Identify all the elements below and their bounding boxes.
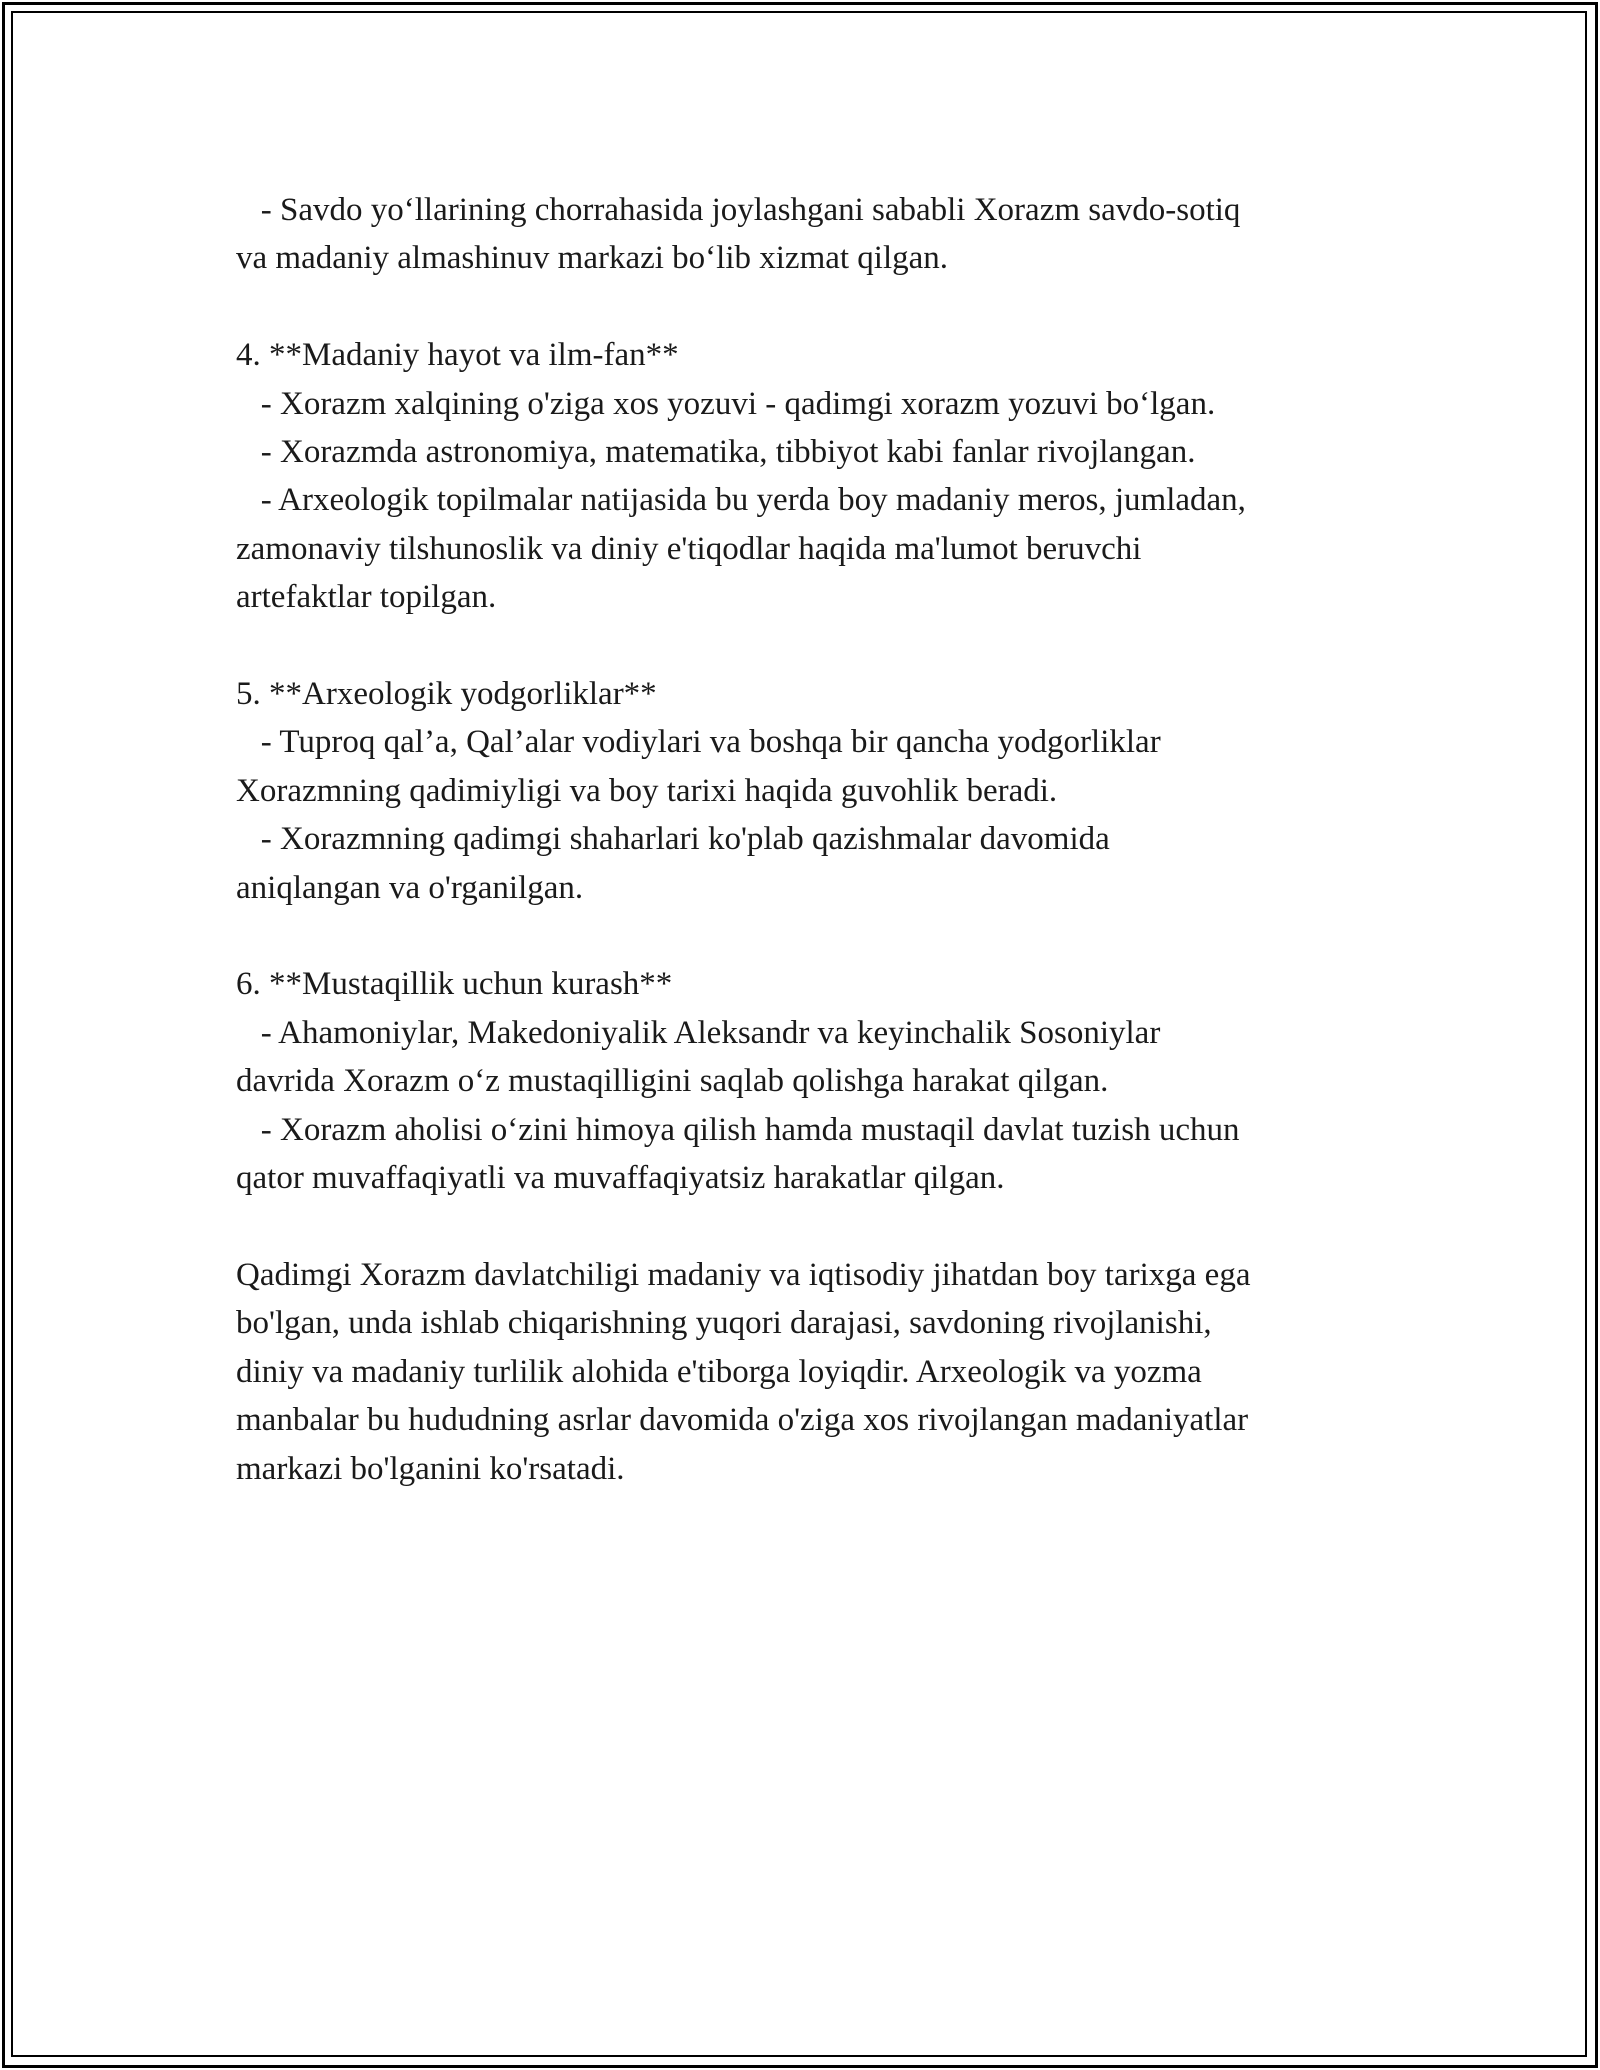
text-line: - Xorazm xalqining o'ziga xos yozuvi - qadimgi xorazm yozuvi bo‘lgan. — [236, 385, 1216, 422]
paragraph-gap — [236, 912, 1406, 960]
text-line: - Xorazmda astronomiya, matematika, tibbiyot kabi fanlar rivojlangan. — [236, 434, 1196, 471]
document-body — [236, 186, 1406, 1493]
text-line: Xorazmning qadimiyligi va boy tarixi haqida guvohlik beradi. — [236, 772, 1058, 809]
text-line: aniqlangan va o'rganilgan. — [236, 869, 584, 906]
text-line: Qadimgi Xorazm davlatchiligi madaniy va iqtisodiy jihatdan boy tarixga ega — [236, 1256, 1251, 1293]
text-line: zamonaviy tilshunoslik va diniy e'tiqodlar haqida ma'lumot beruvchi — [236, 530, 1142, 567]
conclusion-paragraph — [236, 1251, 1406, 1493]
text-line: bo'lgan, unda ishlab chiqarishning yuqori darajasi, savdoning rivojlanishi, — [236, 1305, 1212, 1342]
section-heading: 6. **Mustaqillik uchun kurash** — [236, 966, 673, 1003]
paragraph-gap — [236, 283, 1406, 331]
intro-bullet — [236, 186, 1406, 283]
section-archaeological-monuments — [236, 670, 1406, 912]
text-line: markazi bo'lganini ko'rsatadi. — [236, 1450, 625, 1487]
text-line: diniy va madaniy turlilik alohida e'tiborga loyiqdir. Arxeologik va yozma — [236, 1353, 1202, 1390]
section-heading: 4. **Madaniy hayot va ilm-fan** — [236, 337, 679, 374]
text-line: va madaniy almashinuv markazi bo‘lib xizmat qilgan. — [236, 240, 949, 277]
text-line: - Arxeologik topilmalar natijasida bu yerda boy madaniy meros, jumladan, — [236, 482, 1246, 519]
section-heading: 5. **Arxeologik yodgorliklar** — [236, 676, 657, 713]
section-independence-struggle — [236, 960, 1406, 1202]
text-line: - Savdo yo‘llarining chorrahasida joylashgani sababli Xorazm savdo-sotiq — [236, 192, 1241, 228]
text-line: artefaktlar topilgan. — [236, 579, 497, 616]
text-line: - Tuproq qal’a, Qal’alar vodiylari va boshqa bir qancha yodgorliklar — [236, 724, 1161, 761]
text-line: qator muvaffaqiyatli va muvaffaqiyatsiz harakatlar qilgan. — [236, 1160, 1005, 1197]
text-line: davrida Xorazm o‘z mustaqilligini saqlab qolishga harakat qilgan. — [236, 1063, 1109, 1100]
text-line: - Xorazmning qadimgi shaharlari ko'plab qazishmalar davomida — [236, 821, 1110, 858]
paragraph-gap — [236, 1202, 1406, 1250]
text-line: - Ahamoniylar, Makedoniyalik Aleksandr va keyinchalik Sosoniylar — [236, 1014, 1161, 1051]
paragraph-gap — [236, 622, 1406, 670]
text-line: manbalar bu hududning asrlar davomida o'ziga xos rivojlangan madaniyatlar — [236, 1402, 1249, 1439]
section-culture-science — [236, 331, 1406, 621]
text-line: - Xorazm aholisi o‘zini himoya qilish hamda mustaqil davlat tuzish uchun — [236, 1111, 1240, 1148]
